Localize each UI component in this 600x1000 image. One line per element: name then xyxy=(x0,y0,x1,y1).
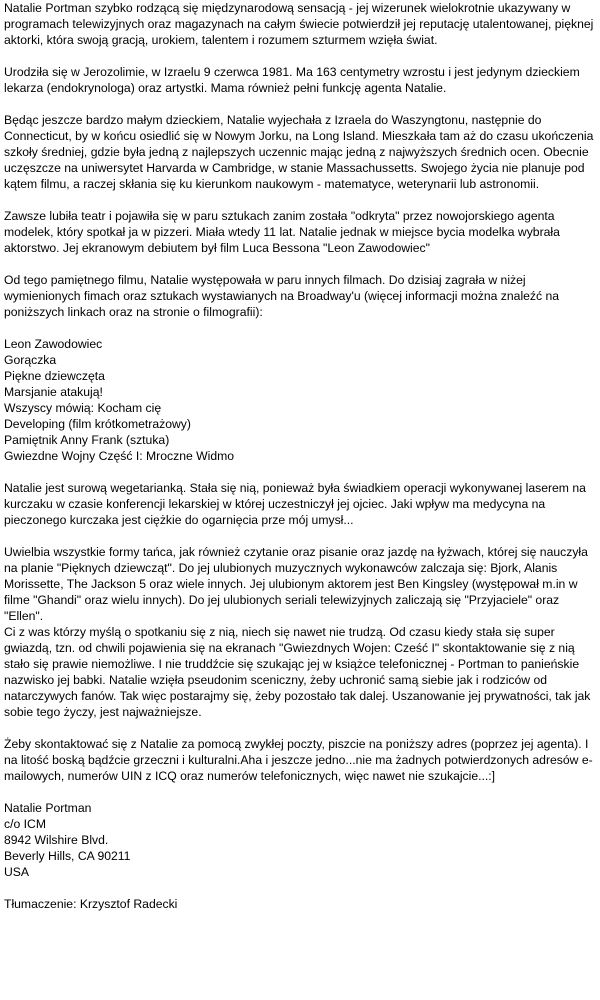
address-line: Natalie Portman xyxy=(4,801,92,815)
list-item: Gorączka xyxy=(4,353,57,367)
list-item: Marsjanie atakują! xyxy=(4,385,103,399)
intro-paragraph: Natalie Portman szybko rodzącą się międzynarodową sensacją - jej wizerunek wielokrotnie ukazywany w programach telewizyjnych oraz magazynach na całym świecie potwierdził jej reputację utalentowanej, pięknej aktorki, która swoją gracją, urokiem, talentem i rozumem szturmem wzięła świat. xyxy=(4,1,594,47)
list-item: Leon Zawodowiec xyxy=(4,337,103,351)
vegetarian-paragraph: Natalie jest surową wegetarianką. Stała się nią, ponieważ była świadkiem operacji wykonywanej laserem na kurczaku w czasie konferencji lekarskiej w której uczestniczył jej ojciec. Jaki wpływ ma medycyna na pieczonego kurczaka jest ciężkie do ogarnięcia prze mój umysł... xyxy=(4,481,586,527)
privacy-paragraph: Ci z was którzy myślą o spotkaniu się z nią, niech się nawet nie trudzą. Od czasu kiedy stała się super gwiazdą, tzn. od chwili pojawienia się na ekranach "Gwiezdnych Wojen: Cześć I" skontaktowanie się z nią stało się prawie niemożliwe. I nie truddźcie się szukając jej w książce telefonicznej - Portman to panieńskie nazwisko jej babki. Natalie wzięła pseudonim sceniczny, żeby uchronić samą siebie jak i rodziców od natarczywych fanów. Tak więc postarajmy się, żeby pozostało tak dalej. Uszanowanie jej prywatności, tak jak sobie tego życzy, jest najważniejsze. xyxy=(4,625,591,719)
filmography-list xyxy=(4,336,594,464)
filmography-intro-paragraph: Od tego pamiętnego filmu, Natalie występowała w paru innych filmach. Do dzisiaj zagrała w niżej wymienionych fimach oraz sztukach wystawianych na Broadway'u (więcej informacji można znaleźć na poniższych linkach oraz na stronie o filmografii): xyxy=(4,273,560,319)
list-item: Gwiezdne Wojny Część I: Mroczne Widmo xyxy=(4,449,235,463)
translator-credit: Tłumaczenie: Krzysztof Radecki xyxy=(4,897,178,911)
address-line: c/o ICM xyxy=(4,817,46,831)
birth-paragraph: Urodziła się w Jerozolimie, w Izraelu 9 czerwca 1981. Ma 163 centymetry wzrostu i jest jedynym dzieckiem lekarza (endokrynologa) oraz artystki. Mama również pełni funkcję agenta Natalie. xyxy=(4,65,580,95)
list-item: Piękne dziewczęta xyxy=(4,369,105,383)
list-item: Pamiętnik Anny Frank (sztuka) xyxy=(4,433,170,447)
list-item: Wszyscy mówią: Kocham cię xyxy=(4,401,162,415)
address-line: 8942 Wilshire Blvd. xyxy=(4,833,109,847)
address-line: Beverly Hills, CA 90211 xyxy=(4,849,131,863)
childhood-paragraph: Będąc jeszcze bardzo małym dzieckiem, Natalie wyjechała z Izraela do Waszyngtonu, następnie do Connecticut, by w końcu osiedlić się w Nowym Jorku, na Long Island. Mieszkała tam aż do czasu ukończenia szkoły średniej, gdzie była jedną z najlepszych uczennic mając jedną z najwyższych średnich ocen. Obecnie uczęszcze na uniwersytet Harvarda w Cambridge, w stanie Massachussetts. Swojego życia nie planuje pod kątem filmu, a raczej skłania się ku kierunkom naukowym - matematyce, weterynarii lub astronomii. xyxy=(4,113,594,191)
hobbies-paragraph: Uwielbia wszystkie formy tańca, jak również czytanie oraz pisanie oraz jazdę na łyżwach, której się nauczyła na planie "Pięknych dziewcząt". Do jej ulubionych muzycznych wykonawców zalczaja się: Bjork, Alanis Morissette, The Jackson 5 oraz wiele innych. Jej ulubionym aktorem jest Ben Kingsley (występował m.in w filme "Ghandi" oraz wielu innych). Do jej ulubionych seriali telewizyjnych zaliczają się "Przyjaciele" oraz "Ellen". xyxy=(4,545,588,623)
list-item: Developing (film krótkometrażowy) xyxy=(4,417,191,431)
article-body xyxy=(4,0,594,912)
address-line: USA xyxy=(4,865,30,879)
postal-address xyxy=(4,800,594,880)
discovery-paragraph: Zawsze lubiła teatr i pojawiła się w paru sztukach zanim została "odkryta" przez nowojorskiego agenta modelek, który spotkał ja w pizzeri. Miała wtedy 11 lat. Natalie jednak w miejsce bycia modelka wybrała aktorstwo. Jej ekranowym debiutem był film Luca Bessona "Leon Zawodowiec" xyxy=(4,209,560,255)
contact-paragraph: Żeby skontaktować się z Natalie za pomocą zwykłej poczty, piszcie na poniższy adres (poprzez jej agenta). I na litość boską bądźcie grzeczni i kulturalni.Aha i jeszcze jedno...nie ma żadnych potwierdzonych adresów e-mailowych, numerów UIN z ICQ oraz numerów telefonicznych, więc nawet nie szukajcie...:] xyxy=(4,737,593,783)
